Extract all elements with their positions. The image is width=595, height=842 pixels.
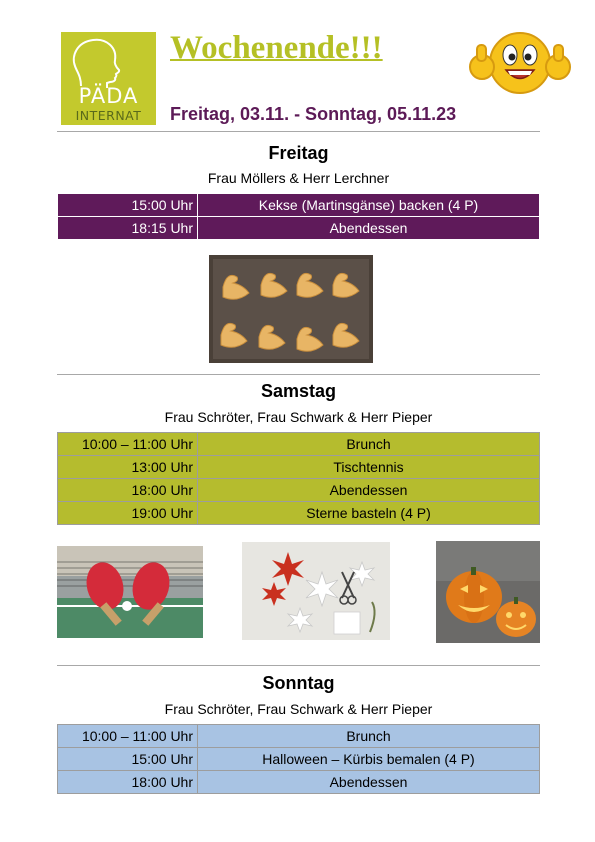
table-row xyxy=(58,771,540,794)
staff-samstag: Frau Schröter, Frau Schwark & Herr Pieper xyxy=(164,409,433,425)
head-silhouette-icon xyxy=(67,36,127,88)
time-cell: 18:00 Uhr xyxy=(58,479,198,502)
time-cell: 18:15 Uhr xyxy=(58,217,198,240)
activity-cell: Brunch xyxy=(198,725,540,748)
day-heading-samstag: Samstag xyxy=(260,381,337,401)
paper-stars-photo xyxy=(242,542,390,640)
logo-word-paeda: PÄDA xyxy=(78,84,139,108)
cookie-geese-photo xyxy=(209,255,373,363)
halloween-pumpkins-photo xyxy=(436,541,540,643)
page-title: Wochenende!!! xyxy=(170,30,383,66)
activity-cell: Abendessen xyxy=(198,771,540,794)
table-row xyxy=(58,433,540,456)
schedule-table-samstag xyxy=(57,432,540,525)
paeda-internat-logo xyxy=(61,32,156,125)
schedule-table-freitag xyxy=(57,193,540,240)
table-tennis-photo xyxy=(57,546,203,638)
table-row xyxy=(58,217,540,240)
staff-sonntag: Frau Schröter, Frau Schwark & Herr Pieper xyxy=(164,701,433,717)
time-cell: 19:00 Uhr xyxy=(58,502,198,525)
time-cell: 10:00 – 11:00 Uhr xyxy=(58,433,198,456)
table-row xyxy=(58,725,540,748)
time-cell: 15:00 Uhr xyxy=(58,748,198,771)
time-cell: 13:00 Uhr xyxy=(58,456,198,479)
activity-cell: Brunch xyxy=(198,433,540,456)
logo-word-internat: INTERNAT xyxy=(75,108,142,123)
table-row xyxy=(58,748,540,771)
activity-cell: Kekse (Martinsgänse) backen (4 P) xyxy=(198,194,540,217)
date-range: Freitag, 03.11. - Sonntag, 05.11.23 xyxy=(170,104,457,124)
time-cell: 15:00 Uhr xyxy=(58,194,198,217)
activity-cell: Sterne basteln (4 P) xyxy=(198,502,540,525)
time-cell: 18:00 Uhr xyxy=(58,771,198,794)
activity-cell: Tischtennis xyxy=(198,456,540,479)
activity-cell: Abendessen xyxy=(198,217,540,240)
table-row xyxy=(58,194,540,217)
activity-cell: Abendessen xyxy=(198,479,540,502)
table-row xyxy=(58,502,540,525)
staff-freitag: Frau Möllers & Herr Lerchner xyxy=(207,170,390,186)
divider xyxy=(57,665,540,666)
table-row xyxy=(58,479,540,502)
day-heading-sonntag: Sonntag xyxy=(262,673,335,693)
time-cell: 10:00 – 11:00 Uhr xyxy=(58,725,198,748)
schedule-table-sonntag xyxy=(57,724,540,794)
thumbs-up-smiley-icon xyxy=(468,25,572,97)
table-row xyxy=(58,456,540,479)
activity-cell: Halloween – Kürbis bemalen (4 P) xyxy=(198,748,540,771)
divider xyxy=(57,374,540,375)
day-heading-freitag: Freitag xyxy=(268,143,329,163)
divider xyxy=(57,131,540,132)
